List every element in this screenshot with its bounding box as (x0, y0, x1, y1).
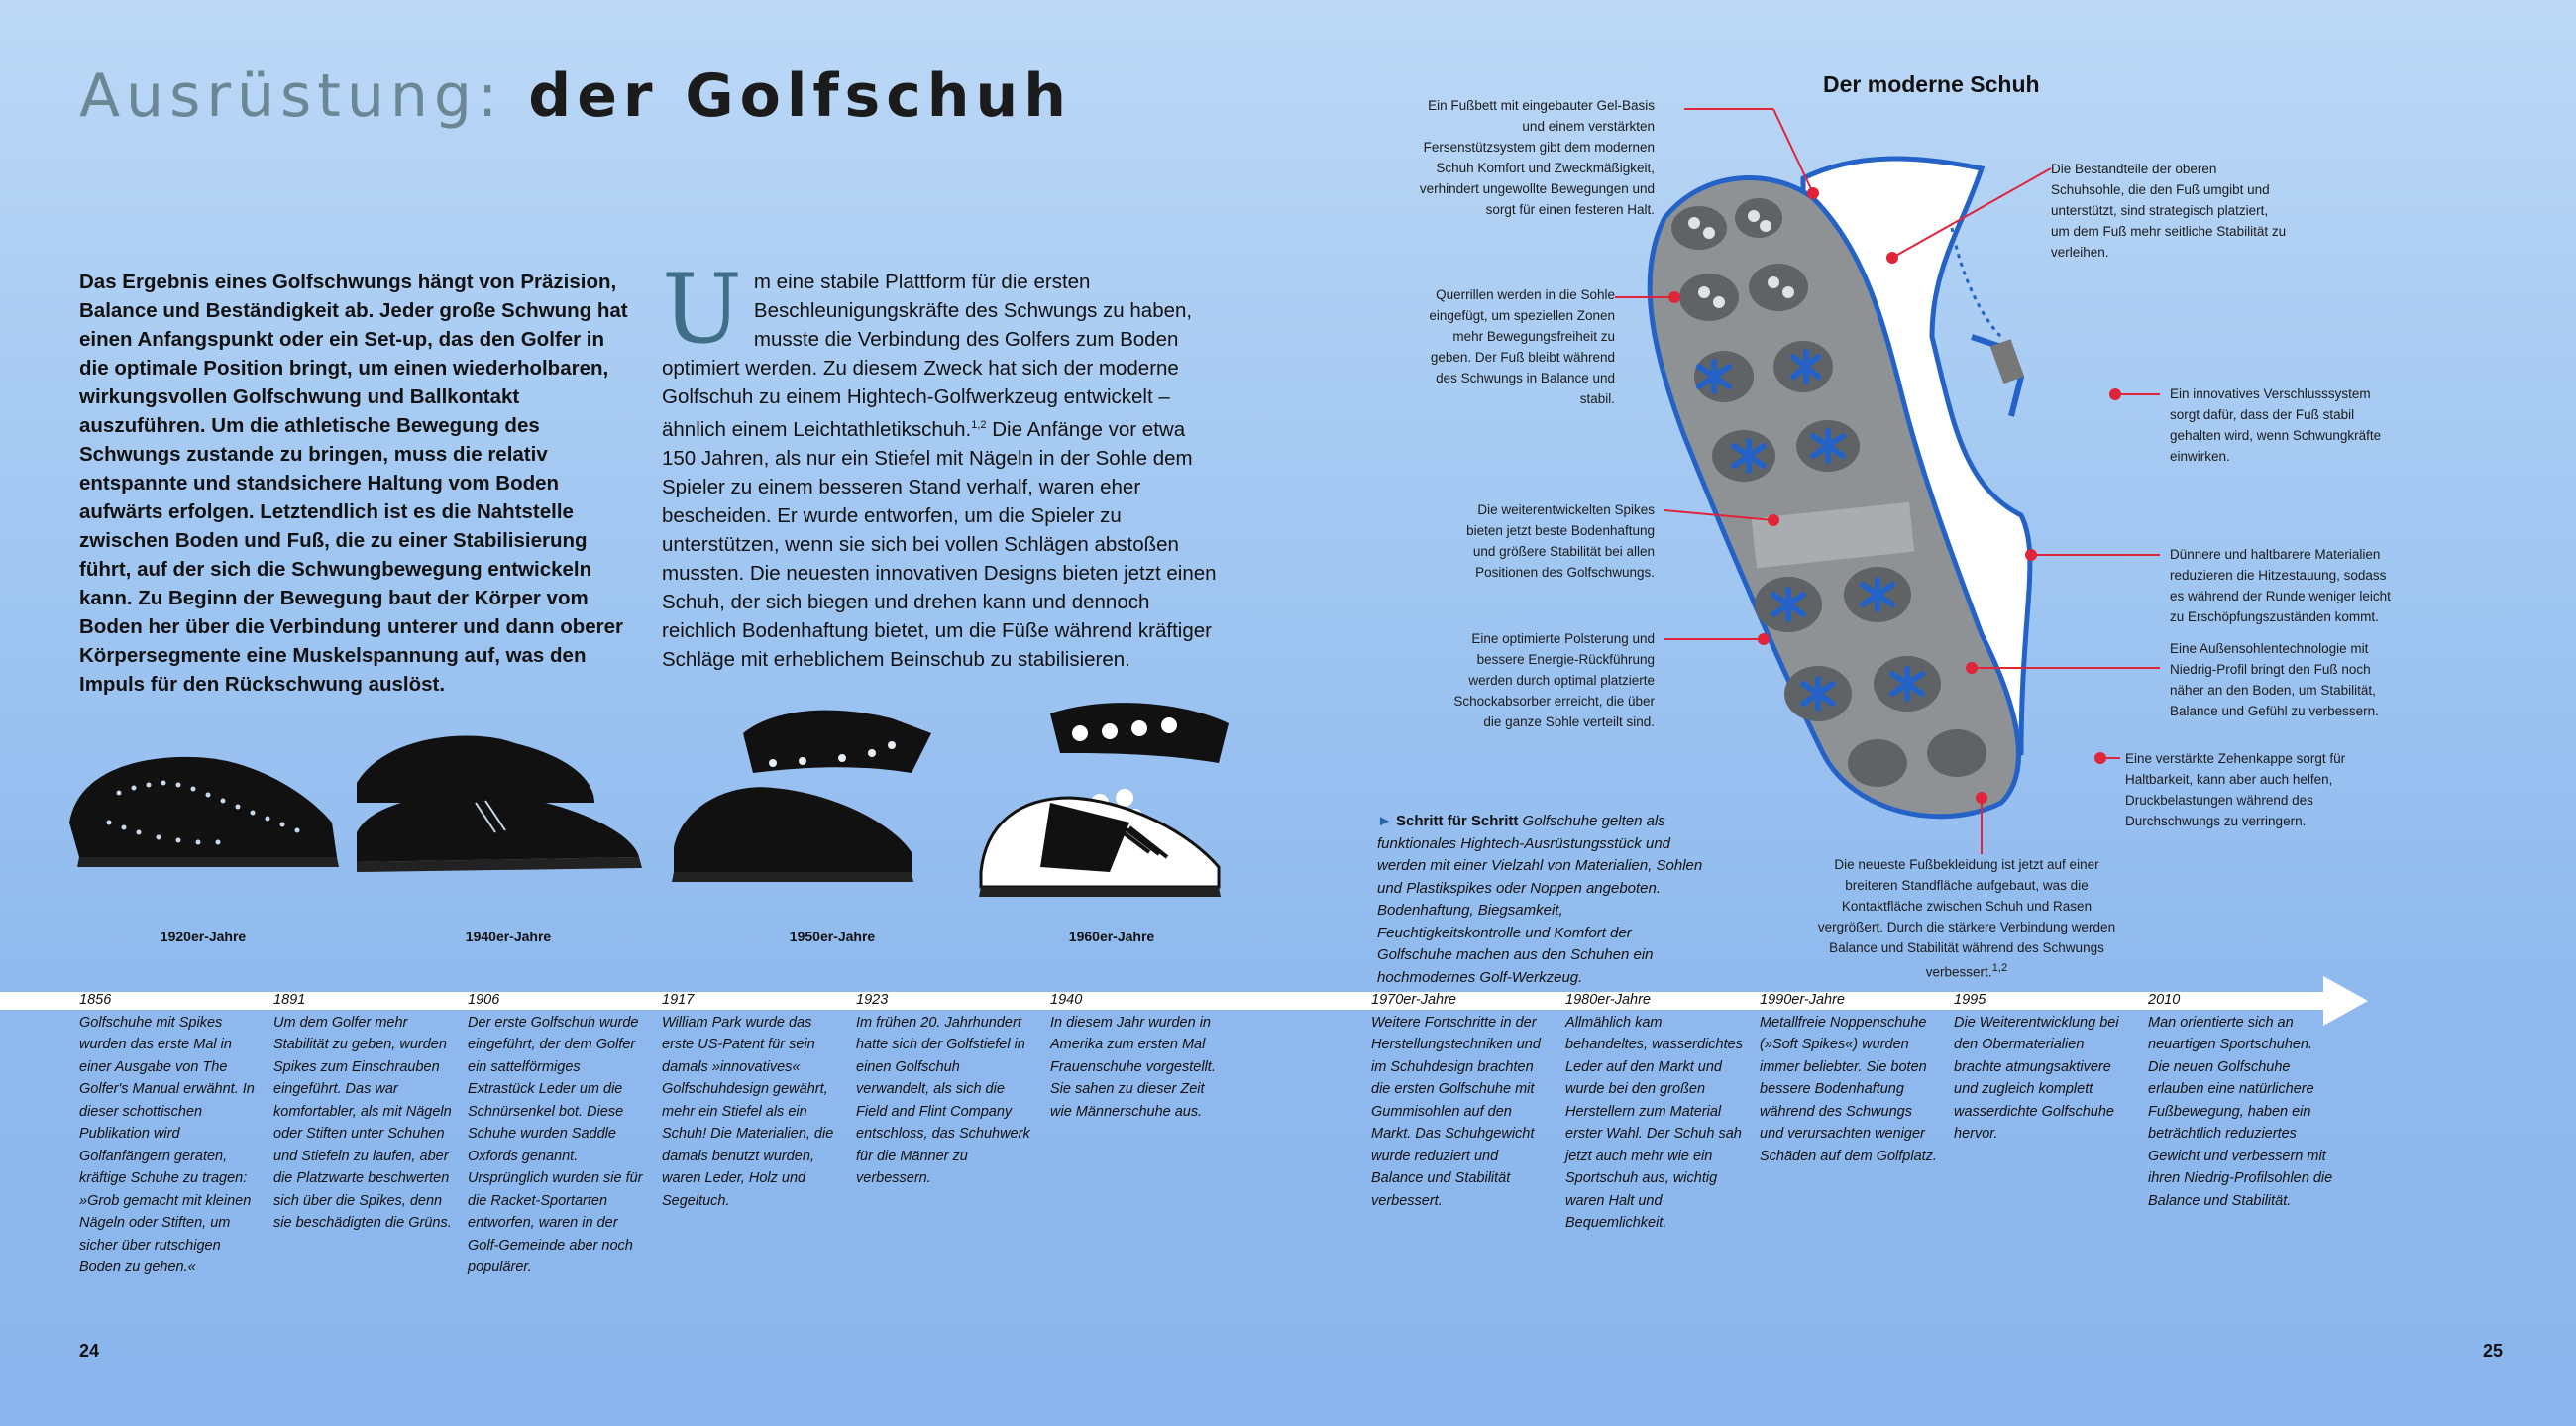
timeline-text: Man orientierte sich an neuartigen Sportschuhen. Die neuen Golfschuhe erlauben eine natürlichere Fußbewegung, haben ein beträchtlich reduziertes Gewicht und verbessern mit ihren Niedrig-Profilsohlen die Balance und Stabilität. (2148, 1014, 2333, 1209)
callout-grooves: Querrillen werden in die Sohle eingefügt, um speziellen Zonen mehr Bewegungsfreiheit zu geben. Der Fuß bleibt während des Schwungs in Balance und stabil. (1429, 287, 1615, 406)
timeline-text: Metallfreie Noppenschuhe (»Soft Spikes«) wurden immer beliebter. Sie boten bessere Bodenhaftung während des Schwungs und verursachten weniger Schäden auf dem Golfplatz. (1760, 1014, 1937, 1164)
diagram-title: Der moderne Schuh (1823, 71, 2040, 97)
timeline-text: William Park wurde das erste US-Patent für sein damals »innovatives« Golfschuhdesign gewährt, mehr ein Stiefel als ein Schuh! Die Materialien, die damals benutzt wurden, waren Leder, Holz und Segeltuch. (662, 1014, 834, 1209)
timeline-text: Die Weiterentwicklung bei den Obermaterialien brachte atmungsaktivere und zugleich komplett wasserdichte Golfschuhe hervor. (1954, 1014, 2119, 1142)
title-part2: der Golfschuh (528, 61, 1072, 131)
timeline-entry-1995 (1954, 989, 2132, 1146)
callout-outsole: Eine Außensohlentechnologie mit Niedrig-Profil bringt den Fuß noch näher an den Boden, um Stabilität, Balance und Gefühl zu verbessern. (2170, 641, 2379, 718)
timeline-year: 1990er-Jahre (1760, 992, 1845, 1008)
timeline-text: Im frühen 20. Jahrhundert hatte sich der Golfstiefel in einen Golfschuh verwandelt, als sich die Field and Flint Company entschloss, das Schuhwerk für die Männer zu verbessern. (856, 1014, 1030, 1186)
callout-cushioning: Eine optimierte Polsterung und bessere Energie-Rückführung werden durch optimal platzierte Schockabsorber erreicht, die über die ganze Sohle verteilt sind. (1453, 631, 1655, 729)
body-paragraph (662, 254, 1217, 674)
page-number-right: 25 (2483, 1341, 2504, 1361)
step-heading: Schritt für Schritt (1396, 813, 1519, 829)
timeline-entry-1980s (1565, 989, 1744, 1235)
era-label-1920: 1920er-Jahre (160, 929, 247, 944)
callout-closure: Ein innovatives Verschlusssystem sorgt dafür, dass der Fuß stabil gehalten wird, wenn Schwungkräfte einwirken. (2170, 386, 2382, 464)
step-by-step-note (1377, 811, 1704, 989)
callout-upper: Die Bestandteile der oberen Schuhsohle, die den Fuß umgibt und unterstützt, sind strategisch platziert, um dem Fuß mehr seitliche Stabilität zu verleihen. (2051, 162, 2287, 260)
shoe-1940s-icon (357, 736, 642, 872)
timeline-year: 1891 (273, 992, 306, 1008)
era-label-1960: 1960er-Jahre (1068, 929, 1155, 944)
timeline-text: In diesem Jahr wurden in Amerika zum ersten Mal Frauenschuhe vorgestellt. Sie sahen zu dieser Zeit wie Männerschuhe aus. (1050, 1014, 1216, 1120)
step-marker-icon: ► (1377, 813, 1392, 829)
page-number-left: 24 (79, 1341, 100, 1361)
timeline-entry-1917 (662, 989, 840, 1212)
callout-footprint-text: Die neueste Fußbekleidung ist jetzt auf einer breiteren Standfläche aufgebaut, was die Kontaktfläche zwischen Schuh und Rasen vergrößert. Durch die stärkere Verbindung werden Balance und Stabilität während des Schwungs verbessert. (1817, 857, 2116, 980)
timeline-year: 1923 (856, 992, 889, 1008)
timeline-text: Um dem Golfer mehr Stabilität zu geben, wurden Spikes zum Einschrauben eingeführt. Das war komfortabler, als mit Nägeln oder Stiften unter Schuhen und Stiefeln zu laufen, aber die Platzwarte beschwerten sich über die Spikes, denn sie beschädigten die Grüns. (273, 1014, 452, 1231)
timeline-entry-1940 (1050, 989, 1229, 1123)
timeline-year: 1970er-Jahre (1371, 992, 1456, 1008)
era-label-1950: 1950er-Jahre (789, 929, 876, 944)
timeline-text: Der erste Golfschuh wurde eingeführt, der dem Golfer ein sattelförmiges Extrastück Leder um die Schnürsenkel bot. Diese Schuhe wurden Saddle Oxfords genannt. Ursprünglich wurden sie für die Racket-Sportarten entworfen, waren in der Golf-Gemeinde aber noch populärer. (468, 1014, 643, 1275)
intro-paragraph: Das Ergebnis eines Golfschwungs hängt von Präzision, Balance und Beständigkeit ab. Jeder große Schwung hat einen Anfangspunkt oder ein Set-up, das den Golfer in die optimale Position bringt, um einen wiederholbaren, wirkungsvollen Golfschwung und Ballkontakt auszuführen. Um die athletische Bewegung des Schwungs zustande zu bringen, muss die relativ entspannte und standsichere Haltung vom Boden aufwärts erfolgen. Letztendlich ist es die Nahtstelle zwischen Boden und Fuß, die zu einer Stabilisierung führt, auf der sich die Schwungbewegung entwickeln kann. Zu Beginn der Bewegung baut der Körper vom Boden her über die Verbindung unterer und dann oberer Körpersegmente eine Muskelspannung auf, was den Impuls für den Rückschwung auslöst. (79, 271, 628, 696)
drop-cap: U (662, 254, 742, 365)
timeline-year: 1856 (79, 992, 112, 1008)
body-text-2: Die Anfänge vor etwa 150 Jahren, als nur ein Stiefel mit Nägeln in der Sohle dem Spieler zu einem besseren Stand verhalf, waren eher bescheiden. Er wurde entworfen, um die Spieler zu unterstützen, wenn sie sich bei vollen Schlägen abstoßen mussten. Die neuesten innovativen Designs bieten jetzt einen Schuh, der sich biegen und drehen kann und dennoch reichlich Bodenhaftung bietet, um die Füße während kräftiger Schläge mit erheblichem Beinschub zu stabilisieren. (662, 417, 1217, 671)
shoe-1950s-icon (672, 711, 931, 882)
timeline-year: 1940 (1050, 992, 1083, 1008)
timeline-year: 1917 (662, 992, 695, 1008)
timeline-year: 1980er-Jahre (1565, 992, 1651, 1008)
timeline-year: 1995 (1954, 992, 1986, 1008)
callout-footprint (1813, 854, 2120, 983)
callout-toecap: Eine verstärkte Zehenkappe sorgt für Haltbarkeit, kann aber auch helfen, Druckbelastungen während des Durchschwungs zu verringern. (2125, 751, 2346, 828)
shoe-1920s-icon (69, 757, 339, 867)
timeline-entry-1906 (468, 989, 646, 1279)
timeline-entry-1970s (1371, 989, 1550, 1212)
title-part1: Ausrüstung: (79, 61, 504, 131)
timeline-year: 1906 (468, 992, 500, 1008)
callout-spikes: Die weiterentwickelten Spikes bieten jetzt beste Bodenhaftung und größere Stabilität bei allen Positionen des Golfschwungs. (1466, 502, 1655, 580)
callout-materials: Dünnere und haltbarere Materialien reduzieren die Hitzestauung, sodass es während der Runde weniger leicht zu Erschöpfungszuständen kommt. (2170, 547, 2391, 624)
timeline-entry-1923 (856, 989, 1034, 1190)
body-footnote: 1,2 (971, 419, 987, 431)
step-text: Golfschuhe gelten als funktionales Hightech-Ausrüstungsstück und werden mit einer Vielzahl von Materialien, Sohlen und Plastikspikes oder Noppen angeboten. Bodenhaftung, Biegsamkeit, Feuchtigkeitskontrolle und Komfort der Golfschuhe machen aus den Schuhen ein hochmodernes Golf-Werkzeug. (1377, 813, 1703, 986)
timeline-text: Weitere Fortschritte in der Herstellungstechniken und im Schuhdesign brachten die ersten Golfschuhe mit Gummisohlen auf den Markt. Das Schuhgewicht wurde reduziert und Balance und Stabilität verbessert. (1371, 1014, 1541, 1209)
shoe-1960s-icon (979, 703, 1229, 897)
callout-footbed: Ein Fußbett mit eingebauter Gel-Basis und einem verstärkten Fersenstützsystem gibt dem modernen Schuh Komfort und Zweckmäßigkeit, verhindert ungewollte Bewegungen und sorgt für einen festeren Halt. (1419, 98, 1655, 217)
timeline-text: Allmählich kam behandeltes, wasserdichtes Leder auf den Markt und wurde bei den großen Herstellern zum Material erster Wahl. Der Schuh sah jetzt auch mehr wie ein Sportschuh aus, wichtig waren Halt und Bequemlichkeit. (1565, 1014, 1743, 1231)
timeline-year: 2010 (2148, 992, 2181, 1008)
timeline-entry-1891 (273, 989, 452, 1235)
timeline-entry-2010 (2148, 989, 2336, 1212)
historic-shoes-illustration (59, 674, 1238, 971)
timeline-entry-1990s (1760, 989, 1938, 1167)
body-text-1: m eine stabile Plattform für die ersten Beschleunigungskräfte des Schwungs zu haben, musste die Verbindung des Golfers zum Boden optimiert werden. Zu diesem Zweck hat sich der moderne Golfschuh zu einem Hightech-Golfwerkzeug entwickelt – ähnlich einem Leichtathletikschuh. (662, 271, 1193, 441)
timeline-text: Golfschuhe mit Spikes wurden das erste Mal in einer Ausgabe von The Golfer's Manual erwähnt. In dieser schottischen Publikation wird Golfanfängern geraten, kräftige Schuhe zu tragen: »Grob gemacht mit kleinen Nägeln oder Stiften, um sicher über rutschigen Boden zu gehen.« (79, 1014, 255, 1275)
timeline-entry-1856 (79, 989, 258, 1279)
page-title (79, 61, 1072, 131)
era-label-1940: 1940er-Jahre (465, 929, 552, 944)
callout-footprint-footnote: 1,2 (1991, 962, 2008, 974)
